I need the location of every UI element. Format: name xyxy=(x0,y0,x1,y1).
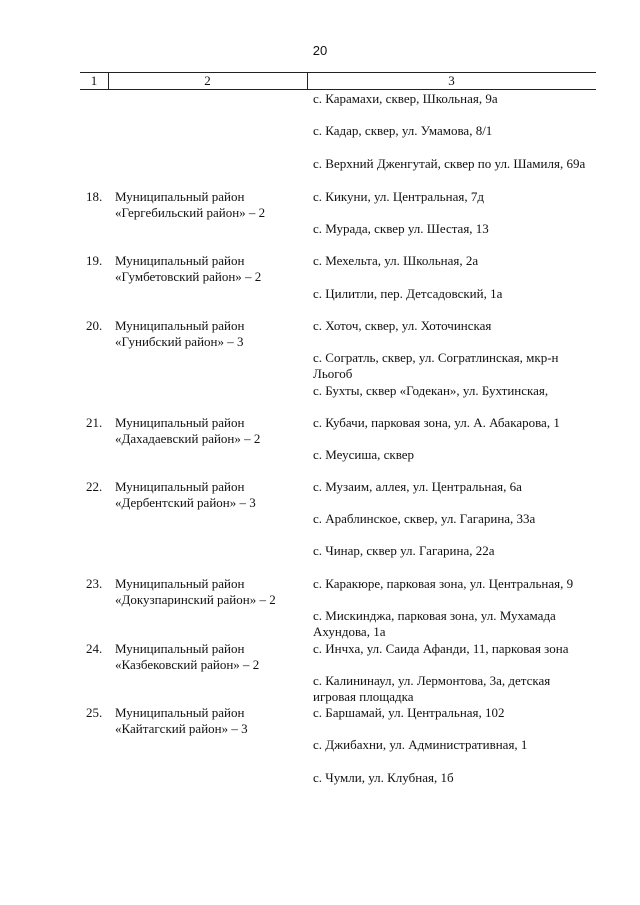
district-name: Муниципальный район xyxy=(115,253,245,268)
district-name: «Гергебильский район» – 2 xyxy=(115,205,266,220)
address-line: с. Мискинджа, парковая зона, ул. Мухамада xyxy=(313,608,556,623)
address-line: с. Кадар, сквер, ул. Умамова, 8/1 xyxy=(313,123,493,138)
row-number: 24. xyxy=(86,641,103,656)
row-number: 18. xyxy=(86,189,103,204)
district-name: «Дербентский район» – 3 xyxy=(115,495,256,510)
address-line: с. Кикуни, ул. Центральная, 7д xyxy=(313,189,484,204)
district-name: Муниципальный район xyxy=(115,479,245,494)
district-name: Муниципальный район xyxy=(115,318,245,333)
address-line: с. Чумли, ул. Клубная, 1б xyxy=(313,770,454,785)
address-line: с. Каракюре, парковая зона, ул. Центральная, 9 xyxy=(313,576,574,591)
district-name: «Докузпаринский район» – 2 xyxy=(115,592,276,607)
row-number: 20. xyxy=(86,318,103,333)
address-line: игровая площадка xyxy=(313,689,414,704)
page-number: 20 xyxy=(312,43,328,58)
address-line: Ахундова, 1а xyxy=(313,624,386,639)
row-number: 23. xyxy=(86,576,103,591)
row-number: 21. xyxy=(86,415,103,430)
address-line: с. Чинар, сквер ул. Гагарина, 22а xyxy=(313,543,495,558)
row-number: 19. xyxy=(86,253,103,268)
district-name: Муниципальный район xyxy=(115,705,245,720)
address-line: с. Цилитли, пер. Детсадовский, 1а xyxy=(313,286,503,301)
district-name: «Казбековский район» – 2 xyxy=(115,657,260,672)
address-line: с. Меусиша, сквер xyxy=(313,447,415,462)
address-line: с. Баршамай, ул. Центральная, 102 xyxy=(313,705,505,720)
header-col-1: 1 xyxy=(80,73,109,89)
address-line: с. Мурада, сквер ул. Шестая, 13 xyxy=(313,221,489,236)
header-col-2: 2 xyxy=(108,73,308,89)
header-col-3: 3 xyxy=(448,73,455,88)
district-name: «Гумбетовский район» – 2 xyxy=(115,269,262,284)
address-line: с. Согратль, сквер, ул. Согратлинская, мкр-н xyxy=(313,350,559,365)
district-name: Муниципальный район xyxy=(115,576,245,591)
district-name: «Гунибский район» – 3 xyxy=(115,334,244,349)
address-line: с. Джибахни, ул. Административная, 1 xyxy=(313,737,528,752)
row-number: 25. xyxy=(86,705,103,720)
table-header-row xyxy=(80,72,596,90)
address-line: с. Хоточ, сквер, ул. Хоточинская xyxy=(313,318,492,333)
address-line: с. Инчха, ул. Саида Афанди, 11, парковая зона xyxy=(313,641,569,656)
address-line: с. Музаим, аллея, ул. Центральная, 6а xyxy=(313,479,522,494)
address-line: с. Карамахи, сквер, Школьная, 9а xyxy=(313,91,498,106)
district-name: «Дахадаевский район» – 2 xyxy=(115,431,261,446)
address-line: с. Мехельта, ул. Школьная, 2а xyxy=(313,253,479,268)
district-name: Муниципальный район xyxy=(115,189,245,204)
address-line: Льогоб xyxy=(313,366,353,381)
address-line: с. Верхний Дженгутай, сквер по ул. Шамиля, 69а xyxy=(313,156,586,171)
district-name: «Кайтагский район» – 3 xyxy=(115,721,248,736)
row-number: 22. xyxy=(86,479,103,494)
address-line: с. Араблинское, сквер, ул. Гагарина, 33а xyxy=(313,511,536,526)
district-name: Муниципальный район xyxy=(115,415,245,430)
address-line: с. Кубачи, парковая зона, ул. А. Абакарова, 1 xyxy=(313,415,560,430)
district-name: Муниципальный район xyxy=(115,641,245,656)
address-line: с. Бухты, сквер «Годекан», ул. Бухтинская, xyxy=(313,383,549,398)
address-line: с. Калининаул, ул. Лермонтова, 3а, детская xyxy=(313,673,551,688)
